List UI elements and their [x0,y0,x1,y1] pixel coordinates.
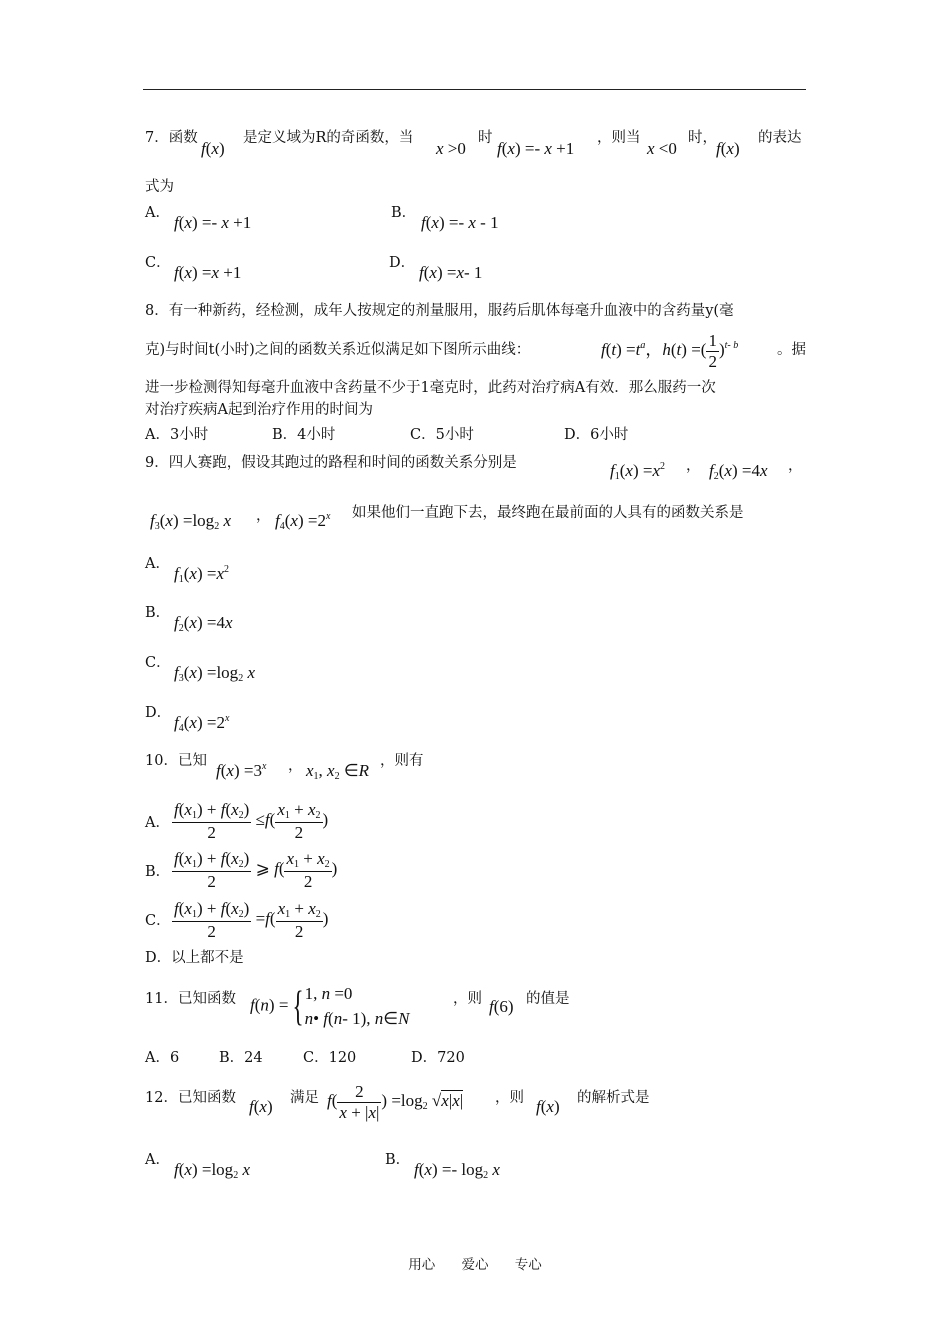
q10-comma: ， [288,758,303,774]
q11-option-c: C．120 [303,1050,357,1066]
q7-cond-neg: x <0 [647,139,677,158]
q12-option-b: $f(x) =- \log_2 x$ [414,1160,500,1181]
q9-option-a: $f_1(x) =x^2$ [174,564,229,585]
q9-f4: $f_4(x) =2^x$ [275,511,331,532]
q9-option-d-label: D． [145,705,172,721]
q7-text4: 时， [688,130,717,146]
q7-option-d: f(x) =x- 1 [419,263,483,282]
q12-mid2: ，则 [495,1090,524,1106]
q7-text3: ，则当 [597,130,641,146]
q8-option-a: A．3小时 [145,427,209,443]
q7-text1: 是定义域为R的奇函数，当 [243,130,414,146]
q11-option-d: D．720 [411,1050,465,1066]
q12-mid: 满足 [290,1090,319,1106]
q11-suffix: 的值是 [526,991,570,1007]
q11-f6: f(6) [489,997,514,1016]
q9-line1: 9．四人赛跑，假设其跑过的路程和时间的函数关系分别是 [145,455,517,471]
q8-line2: 克)与时间t(小时)之间的函数关系近似满足如下图所示曲线： [145,342,531,358]
q9-line2-end: 如果他们一直跑下去，最终跑在最前面的人具有的函数关系是 [352,505,744,521]
q9-comma2: ， [788,458,803,474]
q11-prefix: 11．已知函数 [145,991,236,1007]
q9-option-b: $f_2(x) =4x$ [174,613,233,634]
q8-line2-end: 。据 [777,342,806,358]
q11-option-b: B．24 [219,1050,263,1066]
q7-text2: 时 [478,130,493,146]
q11-fn: f(n) = {1, n =0 n• f(n- 1), n∈N [250,983,410,1030]
q10-prefix: 10．已知 [145,753,207,769]
q7-option-d-label: D． [389,255,416,271]
q7-prefix: 7．函数 [145,130,198,146]
q7-option-b-label: B． [391,205,417,221]
q8-option-b: B．4小时 [272,427,336,443]
q10-option-b: $\frac{f(x_1) + f(x_2)}{2}$ ⩾ f( $\frac{x_1 + x_2}{2}$ ) [174,849,338,891]
q12-equation: f( $\frac{2}{x + |x|}$ ) $=\log_2$ √x|x| [327,1082,464,1122]
q10-domain: $x_1$, $x_2$ ∈R [306,761,370,782]
q10-fx: $f(x) =3^x$ [216,761,267,780]
q9-option-c-label: C． [145,655,171,671]
q9-option-c: $f_3(x) =\log_2$ x [174,663,255,684]
q7-text5: 的表达 [758,130,802,146]
q7-fx: f(x) [201,139,225,158]
q7-cond-pos: x >0 [436,139,466,158]
header-rule [143,89,806,90]
q8-option-d: D．6小时 [564,427,629,443]
q9-option-d: $f_4(x) =2^x$ [174,713,230,734]
q10-option-a: $\frac{f(x_1) + f(x_2)}{2}$ ≤f( $\frac{x_1 + x_2}{2}$ ) [174,800,329,842]
q9-comma3: ， [256,508,271,524]
q7-text6: 式为 [145,179,174,195]
q12-prefix: 12．已知函数 [145,1090,236,1106]
q9-comma1: ， [686,458,701,474]
q11-option-a: A．6 [145,1050,180,1066]
q9-option-b-label: B． [145,605,171,621]
q12-option-a-label: A． [145,1152,170,1168]
q8-formulas: $f(t) =t^a$，h(t) =( $\frac{1}{2}$ )$^{t- b}$ [601,331,739,371]
q12-option-a: $f(x) =\log_2$ x [174,1160,250,1181]
q9-f2: $f_2(x) =4x$ [709,461,768,482]
q7-def: f(x) =- x +1 [497,139,575,158]
q7-option-b: f(x) =- x - 1 [421,213,499,232]
q10-option-a-label: A． [145,815,170,831]
q7-option-c-label: C． [145,255,171,271]
q10-option-c-label: C． [145,913,171,929]
q10-option-b-label: B． [145,864,171,880]
q12-option-b-label: B． [385,1152,411,1168]
page-footer: 用心 爱心 专心 [408,1257,542,1273]
q10-option-d: D．以上都不是 [145,950,244,966]
q8-option-c: C．5小时 [410,427,474,443]
q7-fx2: f(x) [716,139,740,158]
q10-suffix: ，则有 [380,753,424,769]
q10-option-c: $\frac{f(x_1) + f(x_2)}{2}$ =f( $\frac{x_1 + x_2}{2}$ ) [174,899,329,941]
q8-line1: 8．有一种新药，经检测，成年人按规定的剂量服用，服药后肌体每毫升血液中的含药量y(毫 [145,303,734,319]
q8-line4: 对治疗疾病A起到治疗作用的时间为 [145,402,373,418]
q12-fx2: f(x) [536,1097,560,1116]
q7-option-c: f(x) =x +1 [174,263,242,282]
q9-option-a-label: A． [145,556,170,572]
q11-mid: ，则 [453,991,482,1007]
q12-suffix: 的解析式是 [577,1090,650,1106]
q8-line3: 进一步检测得知每毫升血液中含药量不少于1毫克时，此药对治疗病A有效．那么服药一次 [145,380,716,396]
q12-fx: f(x) [249,1097,273,1116]
q7-option-a: f(x) =- x +1 [174,213,252,232]
q9-f1: $f_1(x) =x^2$ [610,461,665,482]
q7-option-a-label: A． [145,205,170,221]
q9-f3: $f_3(x) =\log_2$ x [150,511,231,532]
